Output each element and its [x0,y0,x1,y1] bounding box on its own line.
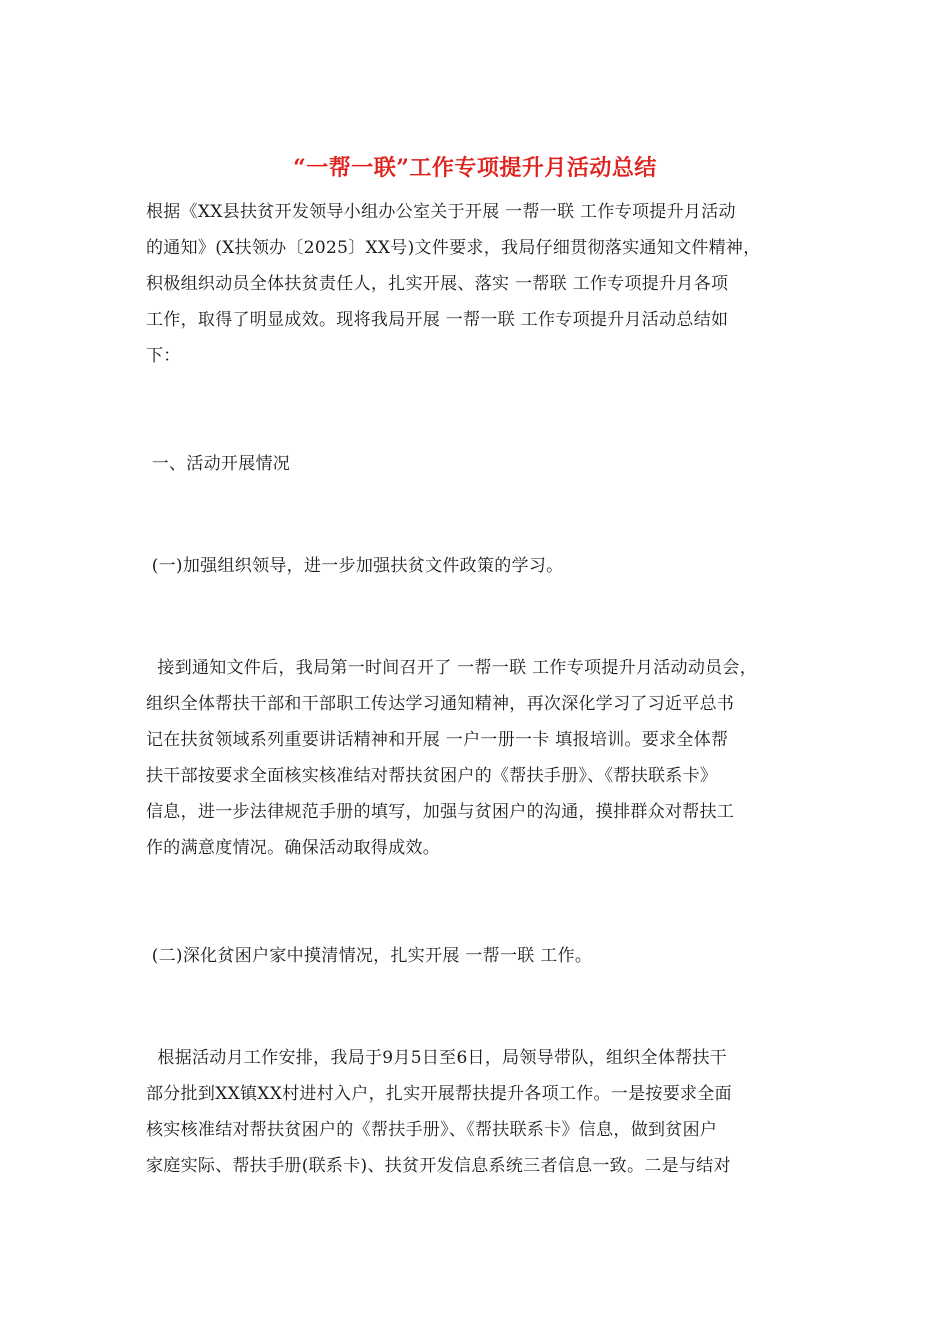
paragraph-line: 作的满意度情况。确保活动取得成效。 [146,838,441,858]
subsection-heading: (一)加强组织领导，进一步加强扶贫文件政策的学习。 [146,556,564,576]
paragraph-line: 信息，进一步法律规范手册的填写，加强与贫困户的沟通，摸排群众对帮扶工 [146,802,735,822]
intro-line: 下： [146,346,181,366]
section-heading: 一、活动开展情况 [146,454,291,474]
paragraph-line: 核实核准结对帮扶贫困户的《帮扶手册》、《帮扶联系卡》信息，做到贫困户 [146,1120,718,1140]
intro-line: 工作，取得了明显成效。现将我局开展 一帮一联 工作专项提升月活动总结如 [146,310,729,330]
intro-line: 的通知》(X扶领办〔2025〕XX号)文件要求，我局仔细贯彻落实通知文件精神， [146,238,761,258]
intro-line: 根据《XX县扶贫开发领导小组办公室关于开展 一帮一联 工作专项提升月活动 [146,202,736,222]
paragraph-line: 根据活动月工作安排，我局于9月5日至6日，局领导带队，组织全体帮扶干 [146,1048,728,1068]
paragraph-line: 家庭实际、帮扶手册(联系卡)、扶贫开发信息系统三者信息一致。二是与结对 [146,1156,731,1176]
document-title: “一帮一联”工作专项提升月活动总结 [293,155,657,181]
intro-line: 积极组织动员全体扶贫责任人，扎实开展、落实 一帮联 工作专项提升月各项 [146,274,729,294]
paragraph-line: 接到通知文件后，我局第一时间召开了 一帮一联 工作专项提升月活动动员会， [146,658,758,678]
paragraph-line: 记在扶贫领域系列重要讲话精神和开展 一户一册一卡 填报培训。要求全体帮 [146,730,729,750]
paragraph-line: 扶干部按要求全面核实核准结对帮扶贫困户的《帮扶手册》、《帮扶联系卡》 [146,766,718,786]
subsection-heading: (二)深化贫困户家中摸清情况，扎实开展 一帮一联 工作。 [146,946,593,966]
paragraph-line: 组织全体帮扶干部和干部职工传达学习通知精神，再次深化学习了习近平总书 [146,694,735,714]
paragraph-line: 部分批到XX镇XX村进村入户，扎实开展帮扶提升各项工作。一是按要求全面 [146,1084,732,1104]
